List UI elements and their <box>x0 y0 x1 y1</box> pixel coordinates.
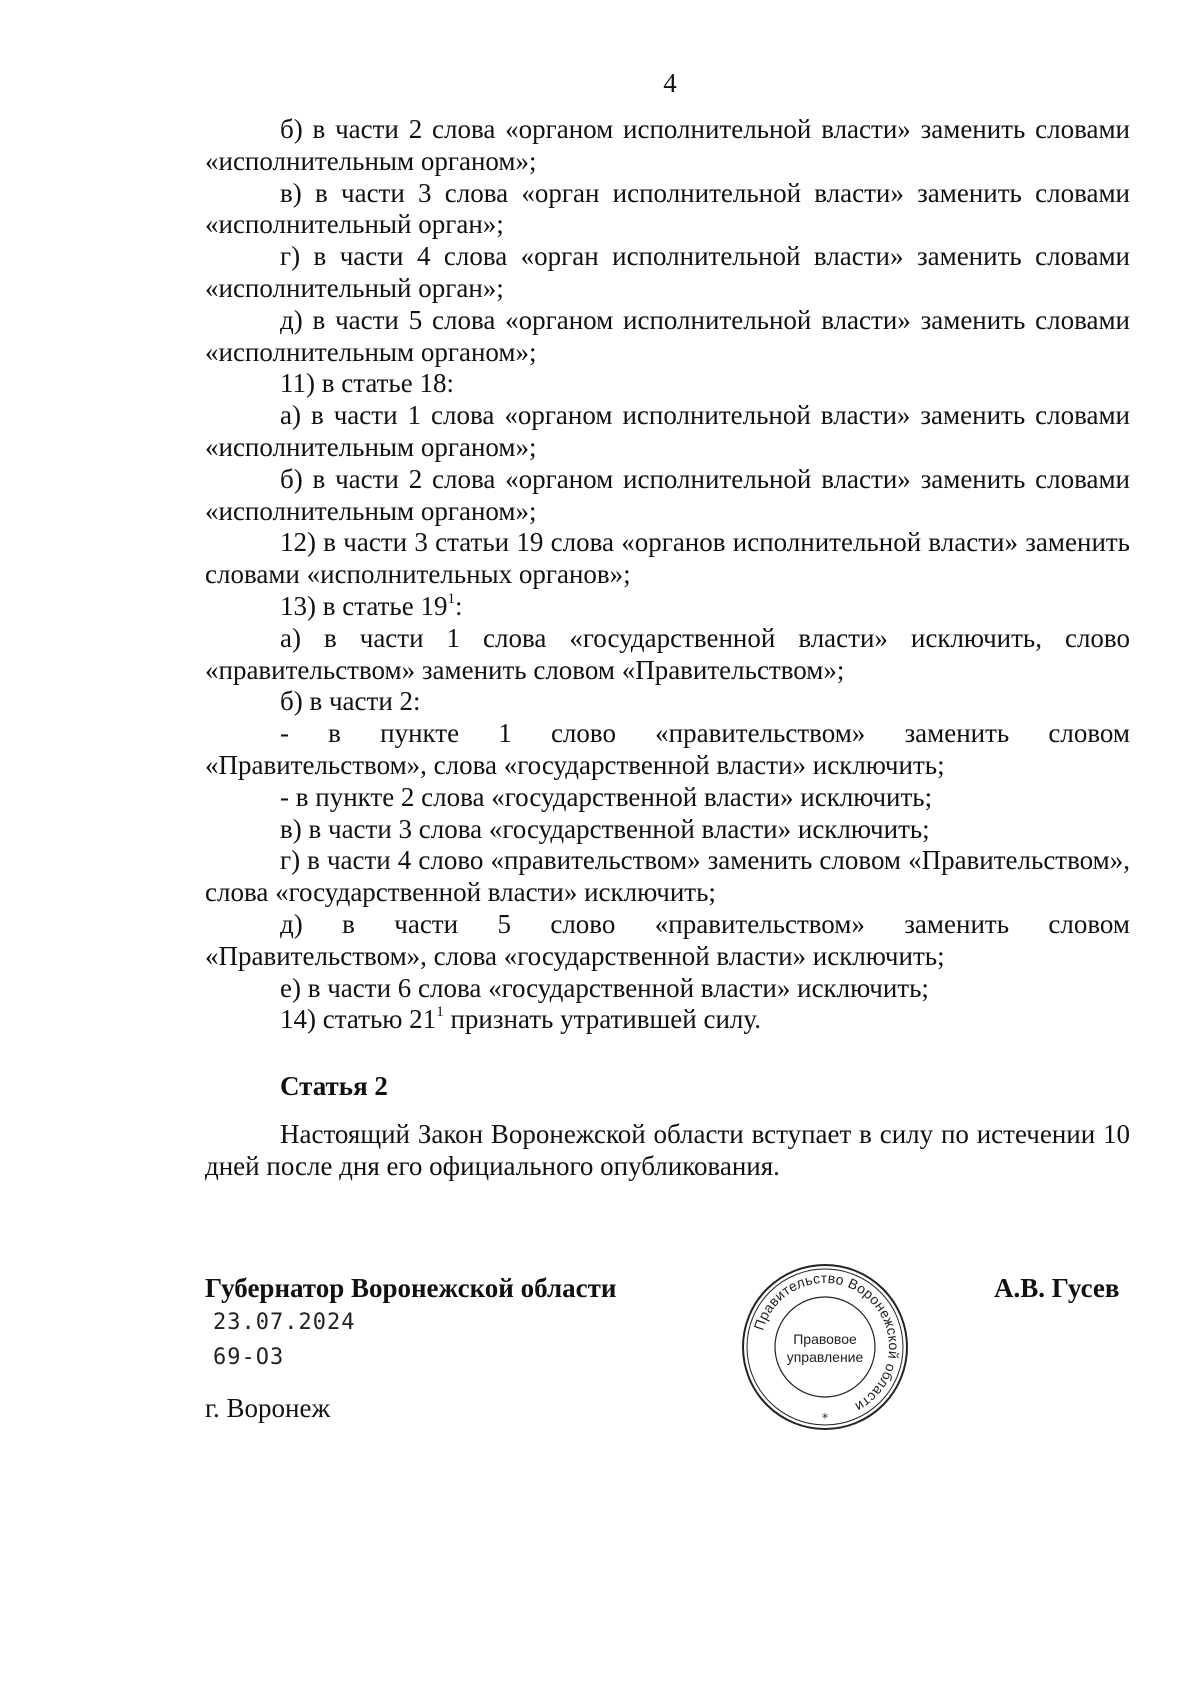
article-heading: Статья 2 <box>280 1071 388 1101</box>
paragraph: - в пункте 1 слово «правительством» заменить словом «Правительством», слова «государственной власти» исключить; <box>205 718 1130 780</box>
superscript: 1 <box>447 590 455 607</box>
paragraph: 12) в части 3 статьи 19 слова «органов исполнительной власти» заменить словами «исполнительных органов»; <box>205 527 1130 590</box>
paragraph: Настоящий Закон Воронежской области вступает в силу по истечении 10 дней после дня его официального опубликования. <box>205 1119 1130 1181</box>
seal-star: * <box>822 1411 828 1425</box>
number-stamp: 69-ОЗ <box>213 1345 285 1370</box>
seal-center-line1: Правовое <box>793 1331 857 1347</box>
paragraph-text: 14) статью 21 <box>280 1004 437 1035</box>
signature-title: Губернатор Воронежской области <box>205 1273 617 1303</box>
superscript: 1 <box>436 1004 444 1021</box>
paragraph <box>205 1004 1130 1036</box>
amendments-text <box>205 114 1130 1036</box>
paragraph: г) в части 4 слова «орган исполнительной власти» заменить словами «исполнительный орган»; <box>205 241 1130 303</box>
paragraph: г) в части 4 слово «правительством» заменить словом «Правительством», слова «государственной власти» исключить; <box>205 845 1130 908</box>
paragraph: а) в части 1 слова «органом исполнительной власти» заменить словами «исполнительным органом»; <box>205 400 1130 462</box>
signature-name: А.В. Гусев <box>994 1273 1120 1303</box>
paragraph: 11) в статье 18: <box>280 368 454 399</box>
date-stamp: 23.07.2024 <box>213 1310 356 1335</box>
paragraph: д) в части 5 слова «органом исполнительной власти» заменить словами «исполнительным органом»; <box>205 304 1130 367</box>
paragraph: а) в части 1 слова «государственной власти» исключить, слово «правительством» заменить словом «Правительством»; <box>205 622 1130 685</box>
paragraph-suffix: признать утратившей силу. <box>443 1004 761 1035</box>
paragraph: в) в части 3 слова «орган исполнительной власти» заменить словами «исполнительный орган»; <box>205 177 1130 240</box>
paragraph-text: 13) в статье 19 <box>280 590 448 621</box>
paragraph: б) в части 2 слова «органом исполнительной власти» заменить словами «исполнительным органом»; <box>205 114 1130 176</box>
seal-ring-textpath: Правительство Воронежской области <box>750 1269 903 1416</box>
paragraph: б) в части 2: <box>280 686 421 717</box>
paragraph: е) в части 6 слова «государственной власти» исключить; <box>280 972 929 1003</box>
page-number: 4 <box>663 68 677 98</box>
article-text <box>205 1118 1130 1182</box>
city: г. Воронеж <box>205 1393 331 1423</box>
seal-center-line2: управление <box>786 1349 864 1365</box>
paragraph-suffix: : <box>454 590 463 621</box>
paragraph <box>205 591 1130 623</box>
official-seal <box>740 1262 910 1432</box>
paragraph: в) в части 3 слова «государственной власти» исключить; <box>280 813 930 844</box>
paragraph: б) в части 2 слова «органом исполнительной власти» заменить словами «исполнительным органом»; <box>205 463 1130 526</box>
paragraph: д) в части 5 слово «правительством» заменить словом «Правительством», слова «государственной власти» исключить; <box>205 908 1130 971</box>
paragraph: - в пункте 2 слова «государственной власти» исключить; <box>280 781 933 812</box>
